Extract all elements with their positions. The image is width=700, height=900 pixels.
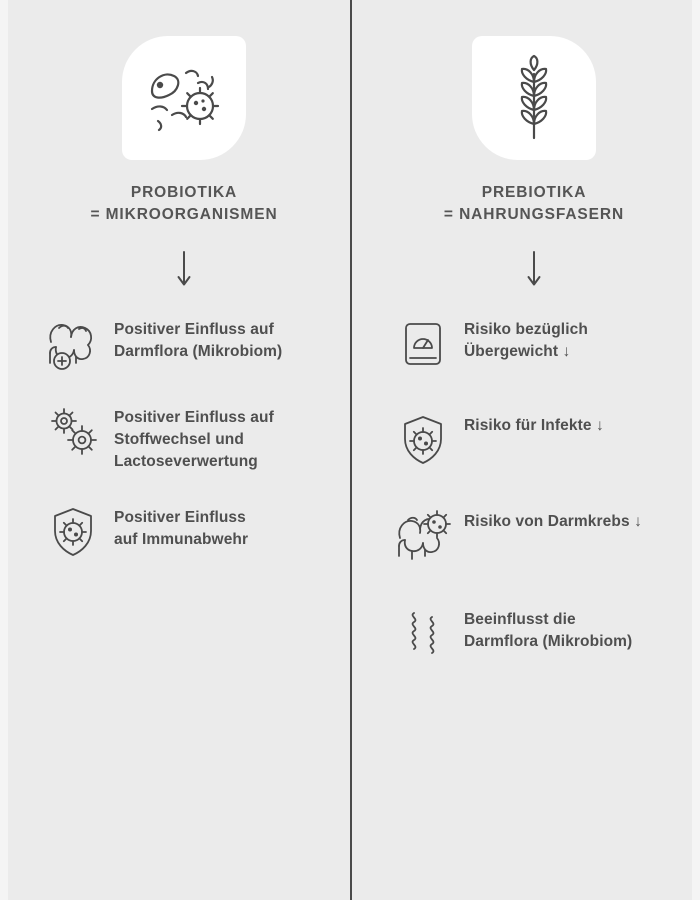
- list-item: [368, 313, 700, 375]
- list-item-line: Positiver Einfluss auf: [114, 321, 274, 338]
- probiotika-items: [18, 313, 350, 563]
- list-item: [368, 603, 700, 665]
- shield-virus-icon: [390, 409, 456, 471]
- list-item-text: [456, 409, 604, 437]
- list-item-line: Risiko bezüglich: [464, 321, 588, 338]
- prebiotika-badge-wrap: [368, 0, 700, 160]
- shield-virus-icon: [40, 501, 106, 563]
- column-prebiotika: [350, 0, 700, 900]
- list-item: [18, 313, 350, 375]
- intestine-plus-icon: [40, 313, 106, 375]
- list-item-line-with-trend: [464, 511, 642, 533]
- gears-icon: [40, 401, 106, 463]
- probiotika-title-line2: = MIKROORGANISMEN: [90, 206, 278, 223]
- list-item-line: Risiko von Darmkrebs: [464, 513, 635, 530]
- prebiotika-badge: [472, 36, 596, 160]
- prebiotika-title-line1: PREBIOTIKA: [481, 184, 587, 201]
- list-item-text: [456, 505, 642, 533]
- list-item-line: Darmflora (Mikrobiom): [114, 343, 283, 360]
- list-item-line-with-trend: [464, 415, 604, 437]
- list-item-text: [106, 401, 274, 473]
- prebiotika-title-line2: = NAHRUNGSFASERN: [443, 206, 625, 223]
- list-item-line: Positiver Einfluss auf: [114, 409, 274, 426]
- list-item-line: auf Immunabwehr: [114, 531, 249, 548]
- list-item-line: Positiver Einfluss: [114, 509, 246, 526]
- scale-icon: [390, 313, 456, 375]
- probiotika-title-line1: PROBIOTIKA: [130, 184, 238, 201]
- wheat-icon: [499, 54, 569, 142]
- list-item-text: [106, 313, 282, 363]
- arrow-down-icon: [177, 250, 191, 295]
- list-item-text: [456, 313, 588, 363]
- prebiotika-title: [368, 182, 700, 226]
- intestine-cancer-icon: [390, 505, 456, 567]
- list-item-line: Stoffwechsel und: [114, 431, 244, 448]
- list-item-line: Darmflora (Mikrobiom): [464, 633, 633, 650]
- list-item-line: Lactoseverwertung: [114, 453, 258, 470]
- prebiotika-items: [368, 313, 700, 665]
- list-item-line-with-trend: [464, 341, 588, 363]
- arrow-down-icon: [527, 250, 541, 295]
- bacteria-squiggle-icon: [390, 603, 456, 665]
- list-item-text: [106, 501, 248, 551]
- list-item-line: Risiko für Infekte: [464, 417, 596, 434]
- probiotika-arrow-wrap: [18, 250, 350, 295]
- list-item: [368, 505, 700, 567]
- list-item-line: Übergewicht: [464, 343, 563, 360]
- list-item-line: Beeinflusst die: [464, 611, 576, 628]
- bacteria-icon: [142, 61, 226, 135]
- list-item-text: [456, 603, 632, 653]
- trend-down-icon: ↓: [562, 343, 571, 360]
- probiotika-badge-wrap: [18, 0, 350, 160]
- list-item: [18, 501, 350, 563]
- probiotika-badge: [122, 36, 246, 160]
- trend-down-icon: ↓: [634, 513, 642, 530]
- probiotika-title: [18, 182, 350, 226]
- list-item: [368, 409, 700, 471]
- trend-down-icon: ↓: [595, 417, 604, 434]
- prebiotika-arrow-wrap: [368, 250, 700, 295]
- list-item: [18, 401, 350, 473]
